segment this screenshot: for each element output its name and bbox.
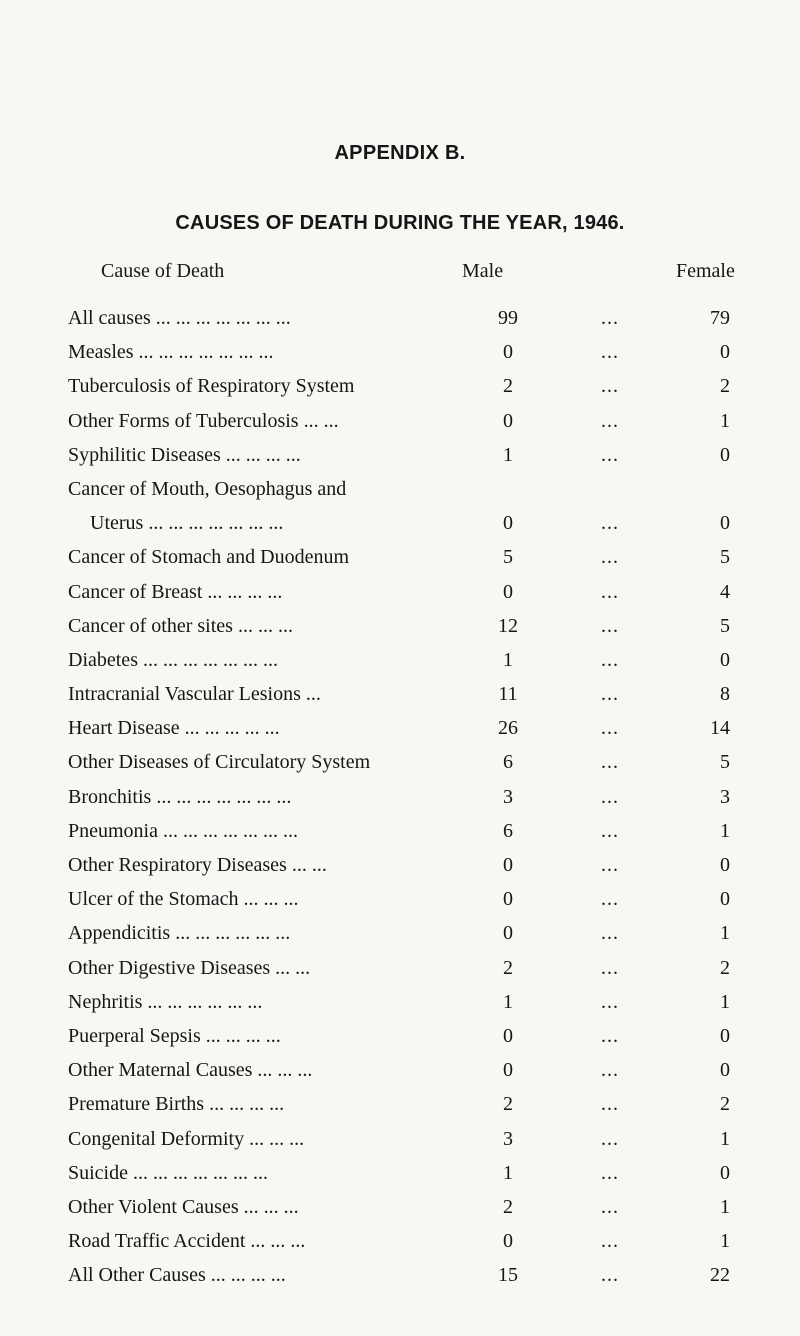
female-count: 1 [720,922,730,945]
male-count: 6 [503,819,513,842]
cause-label: Premature Births ... ... ... ... [68,1093,285,1116]
cause-label: Other Diseases of Circulatory System [68,751,371,774]
leader-dots: ... [601,341,619,364]
cause-label: Other Digestive Diseases ... ... [68,956,311,979]
cause-label: Congenital Deformity ... ... ... [68,1127,305,1150]
table-row [0,472,800,540]
table-row [0,301,800,335]
leader-dots: ... [601,614,619,637]
cause-label: Heart Disease ... ... ... ... ... [68,717,280,740]
cause-label: All causes ... ... ... ... ... ... ... [68,307,291,329]
female-count: 1 [720,1195,730,1218]
leader-dots: ... [601,1093,619,1116]
leader-dots: ... [601,409,619,432]
female-count: 1 [720,819,730,842]
appendix-title: APPENDIX B. [334,142,466,164]
cause-label-line-2: Uterus ... ... ... ... ... ... ... [90,512,284,535]
cause-label: Other Violent Causes ... ... ... [68,1195,299,1218]
male-count: 1 [503,1161,513,1184]
male-count: 1 [503,648,513,671]
female-count: 0 [720,1161,730,1184]
male-count: 3 [503,1127,513,1150]
female-count: 0 [720,1024,730,1047]
female-count: 0 [720,888,730,911]
cause-label: Appendicitis ... ... ... ... ... ... [68,922,291,945]
table-row [0,335,800,369]
male-count: 15 [498,1264,518,1287]
cause-label: Road Traffic Accident ... ... ... [68,1230,306,1253]
table-row [0,643,800,677]
cause-label: All Other Causes ... ... ... ... [68,1264,286,1287]
leader-dots: ... [601,546,619,569]
table-row [0,1019,800,1053]
cause-label: Measles ... ... ... ... ... ... ... [68,341,274,364]
table-row [0,848,800,882]
table-header [0,260,800,290]
female-count: 1 [720,990,730,1013]
leader-dots: ... [601,1264,619,1287]
male-count: 99 [498,307,518,329]
table-row [0,575,800,609]
male-count: 0 [503,1024,513,1047]
female-count: 1 [720,1127,730,1150]
male-count: 0 [503,854,513,877]
leader-dots: ... [601,956,619,979]
document-title: CAUSES OF DEATH DURING THE YEAR, 1946. [175,212,625,234]
leader-dots: ... [601,375,619,398]
cause-label: Suicide ... ... ... ... ... ... ... [68,1161,268,1184]
table-row [0,814,800,848]
leader-dots: ... [601,990,619,1013]
female-count: 3 [720,785,730,808]
causes-table [0,301,800,1292]
leader-dots: ... [601,1127,619,1150]
table-row [0,369,800,403]
male-count: 5 [503,546,513,569]
table-row [0,882,800,916]
female-count: 2 [720,956,730,979]
leader-dots: ... [601,922,619,945]
cause-label: Nephritis ... ... ... ... ... ... [68,990,263,1013]
leader-dots: ... [601,751,619,774]
cause-label: Intracranial Vascular Lesions ... [68,683,321,706]
leader-dots: ... [601,683,619,706]
leader-dots: ... [601,717,619,740]
table-row [0,780,800,814]
table-row [0,745,800,779]
male-count: 6 [503,751,513,774]
female-count: 79 [710,307,730,329]
table-row [0,985,800,1019]
leader-dots: ... [601,580,619,603]
male-count: 2 [503,956,513,979]
male-count: 1 [503,990,513,1013]
leader-dots: ... [601,648,619,671]
male-count: 3 [503,785,513,808]
female-count: 22 [710,1264,730,1287]
leader-dots: ... [601,1059,619,1082]
table-row [0,404,800,438]
leader-dots: ... [601,1195,619,1218]
table-row [0,1087,800,1121]
leader-dots: ... [601,1024,619,1047]
male-count: 26 [498,717,518,740]
leader-dots: ... [601,307,619,329]
leader-dots: ... [601,512,619,535]
female-count: 0 [720,854,730,877]
cause-label: Bronchitis ... ... ... ... ... ... ... [68,785,292,808]
female-count: 0 [720,443,730,466]
male-count: 0 [503,409,513,432]
table-row [0,540,800,574]
female-count: 1 [720,409,730,432]
table-row [0,1156,800,1190]
cause-label: Ulcer of the Stomach ... ... ... [68,888,299,911]
column-header-cause: Cause of Death [101,260,225,282]
leader-dots: ... [601,819,619,842]
female-count: 5 [720,614,730,637]
male-count: 11 [498,683,518,706]
leader-dots: ... [601,1230,619,1253]
cause-label: Other Forms of Tuberculosis ... ... [68,409,339,432]
table-row [0,1224,800,1258]
male-count: 2 [503,1195,513,1218]
male-count: 2 [503,1093,513,1116]
male-count: 0 [503,512,513,535]
male-count: 0 [503,1059,513,1082]
female-count: 5 [720,546,730,569]
cause-label: Pneumonia ... ... ... ... ... ... ... [68,819,298,842]
leader-dots: ... [601,1161,619,1184]
female-count: 4 [720,580,730,603]
cause-label: Cancer of other sites ... ... ... [68,614,293,637]
cause-label: Puerperal Sepsis ... ... ... ... [68,1024,281,1047]
cause-label: Cancer of Stomach and Duodenum [68,546,350,569]
female-count: 14 [710,717,730,740]
table-row [0,609,800,643]
male-count: 0 [503,888,513,911]
table-row [0,711,800,745]
leader-dots: ... [601,443,619,466]
female-count: 5 [720,751,730,774]
table-row [0,1258,800,1292]
male-count: 2 [503,375,513,398]
male-count: 0 [503,1230,513,1253]
female-count: 0 [720,1059,730,1082]
male-count: 0 [503,580,513,603]
female-count: 0 [720,512,730,535]
table-row [0,1190,800,1224]
cause-label: Cancer of Breast ... ... ... ... [68,580,283,603]
male-count: 0 [503,341,513,364]
table-row [0,916,800,950]
cause-label: Other Maternal Causes ... ... ... [68,1059,313,1082]
table-row [0,1053,800,1087]
cause-label-line-1: Cancer of Mouth, Oesophagus and [68,477,347,500]
table-row [0,438,800,472]
leader-dots: ... [601,854,619,877]
column-header-female: Female [676,260,735,282]
cause-label: Tuberculosis of Respiratory System [68,375,355,398]
female-count: 0 [720,341,730,364]
table-row [0,951,800,985]
leader-dots: ... [601,785,619,808]
male-count: 1 [503,443,513,466]
leader-dots: ... [601,888,619,911]
male-count: 0 [503,922,513,945]
female-count: 2 [720,1093,730,1116]
cause-label: Syphilitic Diseases ... ... ... ... [68,443,301,466]
female-count: 8 [720,683,730,706]
table-row [0,1122,800,1156]
female-count: 1 [720,1230,730,1253]
table-row [0,677,800,711]
cause-label: Diabetes ... ... ... ... ... ... ... [68,648,278,671]
female-count: 2 [720,375,730,398]
male-count: 12 [498,614,518,637]
cause-label: Other Respiratory Diseases ... ... [68,854,327,877]
column-header-male: Male [462,260,504,282]
female-count: 0 [720,648,730,671]
cause-label [68,472,458,540]
